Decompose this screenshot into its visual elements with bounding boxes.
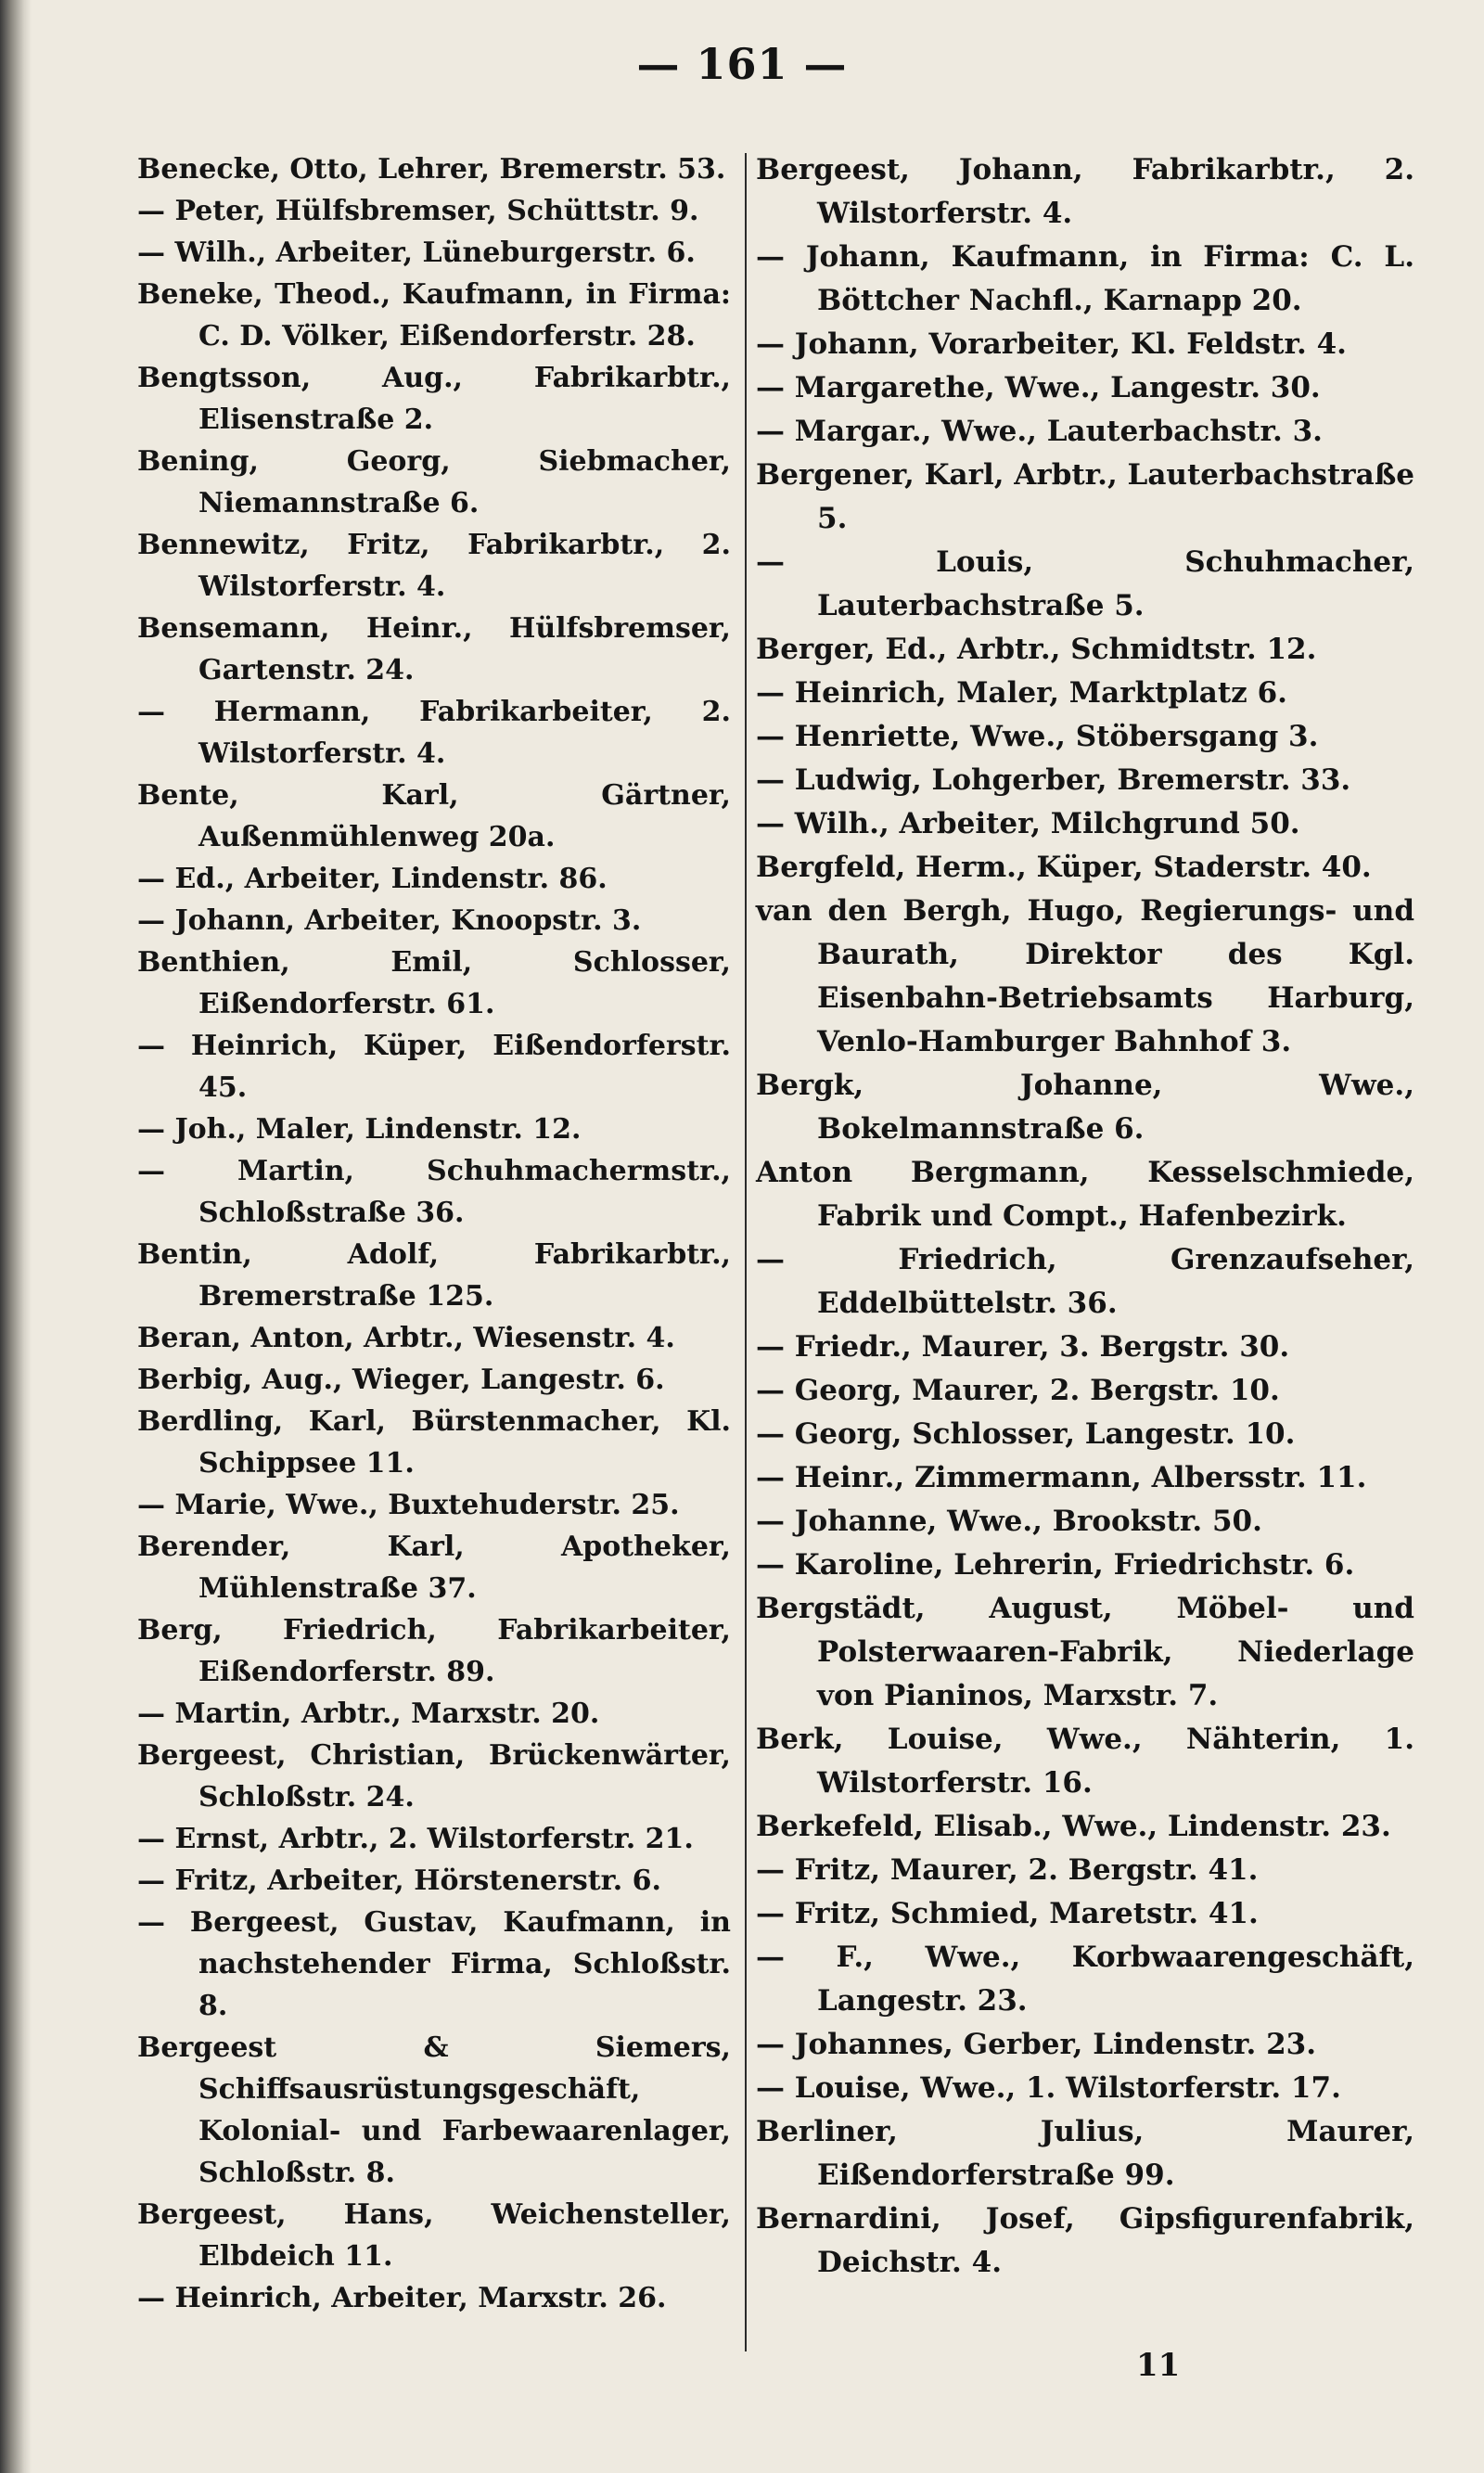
- left-column: [137, 148, 731, 2319]
- directory-entry: — Georg, Schlosser, Langestr. 10.: [756, 1417, 1296, 1451]
- directory-entry: — Karoline, Lehrerin, Friedrichstr. 6.: [756, 1548, 1355, 1582]
- directory-entry: van den Bergh, Hugo, Regierungs- und Baurath, Direktor des Kgl. Eisenbahn-Betriebsamts Harburg, Venlo-Hamburger Bahnhof 3.: [756, 894, 1414, 1058]
- directory-entry: — Fritz, Maurer, 2. Bergstr. 41.: [756, 1853, 1259, 1887]
- directory-entry: — Fritz, Schmied, Maretstr. 41.: [756, 1897, 1259, 1930]
- directory-entry: — Heinrich, Maler, Marktplatz 6.: [756, 676, 1287, 710]
- directory-entry: Bergeest, Hans, Weichensteller, Elbdeich 11.: [137, 2198, 731, 2273]
- directory-entry: Bente, Karl, Gärtner, Außenmühlenweg 20a.: [137, 779, 731, 853]
- directory-entry: Bergeest, Christian, Brückenwärter, Schloßstr. 24.: [137, 1739, 731, 1813]
- directory-entry: Bengtsson, Aug., Fabrikarbtr., Elisenstraße 2.: [137, 362, 731, 436]
- directory-entry: — Ernst, Arbtr., 2. Wilstorferstr. 21.: [137, 1823, 694, 1855]
- directory-entry: — Ed., Arbeiter, Lindenstr. 86.: [137, 863, 608, 895]
- directory-entry: Berdling, Karl, Bürstenmacher, Kl. Schippsee 11.: [137, 1405, 731, 1480]
- directory-entry: Berk, Louise, Wwe., Nähterin, 1. Wilstorferstr. 16.: [756, 1723, 1414, 1800]
- directory-entry: — Wilh., Arbeiter, Milchgrund 50.: [756, 807, 1300, 840]
- directory-entry: — Friedr., Maurer, 3. Bergstr. 30.: [756, 1330, 1290, 1364]
- directory-entry: — Ludwig, Lohgerber, Bremerstr. 33.: [756, 763, 1351, 797]
- directory-entry: Bergener, Karl, Arbtr., Lauterbachstraße 5.: [756, 458, 1414, 535]
- column-divider: [745, 153, 747, 2351]
- right-column: [756, 148, 1414, 2285]
- directory-entry: Bergstädt, August, Möbel- und Polsterwaaren-Fabrik, Niederlage von Pianinos, Marxstr. 7.: [756, 1592, 1414, 1712]
- directory-entry: Bensemann, Heinr., Hülfsbremser, Gartenstr. 24.: [137, 612, 731, 686]
- directory-entry: Bergk, Johanne, Wwe., Bokelmannstraße 6.: [756, 1069, 1414, 1146]
- directory-entry: Bentin, Adolf, Fabrikarbtr., Bremerstraße 125.: [137, 1238, 731, 1313]
- directory-entry: — Bergeest, Gustav, Kaufmann, in nachstehender Firma, Schloßstr. 8.: [137, 1906, 731, 2022]
- directory-entry: Benthien, Emil, Schlosser, Eißendorferstr. 61.: [137, 946, 731, 1020]
- directory-entry: — Margarethe, Wwe., Langestr. 30.: [756, 371, 1321, 404]
- directory-entry: Anton Bergmann, Kesselschmiede, Fabrik und Compt., Hafenbezirk.: [756, 1156, 1414, 1233]
- directory-entry: — Hermann, Fabrikarbeiter, 2. Wilstorferstr. 4.: [137, 696, 731, 770]
- signature-mark: 11: [1136, 2347, 1181, 2384]
- directory-entry: — Joh., Maler, Lindenstr. 12.: [137, 1113, 582, 1146]
- directory-entry: — Johanne, Wwe., Brookstr. 50.: [756, 1505, 1262, 1538]
- directory-entry: Berliner, Julius, Maurer, Eißendorferstraße 99.: [756, 2115, 1414, 2192]
- directory-entry: — Heinrich, Arbeiter, Marxstr. 26.: [137, 2282, 667, 2314]
- directory-entry: — Marie, Wwe., Buxtehuderstr. 25.: [137, 1489, 680, 1521]
- directory-entry: — Peter, Hülfsbremser, Schüttstr. 9.: [137, 195, 699, 227]
- directory-entry: Bernardini, Josef, Gipsfigurenfabrik, Deichstr. 4.: [756, 2202, 1414, 2279]
- directory-entry: Berender, Karl, Apotheker, Mühlenstraße 37.: [137, 1531, 731, 1605]
- directory-entry: Bennewitz, Fritz, Fabrikarbtr., 2. Wilstorferstr. 4.: [137, 529, 731, 603]
- directory-entry: Berbig, Aug., Wieger, Langestr. 6.: [137, 1364, 665, 1396]
- directory-entry: Bergeest & Siemers, Schiffsausrüstungsgeschäft, Kolonial- und Farbewaarenlager, Schloßstr. 8.: [137, 2031, 731, 2189]
- directory-entry: — Heinrich, Küper, Eißendorferstr. 45.: [137, 1030, 731, 1104]
- directory-entry: — Georg, Maurer, 2. Bergstr. 10.: [756, 1374, 1280, 1407]
- directory-entry: Beran, Anton, Arbtr., Wiesenstr. 4.: [137, 1322, 675, 1354]
- directory-entry: Beneke, Theod., Kaufmann, in Firma: C. D. Völker, Eißendorferstr. 28.: [137, 278, 731, 352]
- directory-entry: — Johann, Kaufmann, in Firma: C. L. Böttcher Nachfl., Karnapp 20.: [756, 240, 1414, 317]
- directory-entry: Bening, Georg, Siebmacher, Niemannstraße 6.: [137, 445, 731, 519]
- directory-entry: — Margar., Wwe., Lauterbachstr. 3.: [756, 415, 1323, 448]
- directory-entry: — Martin, Arbtr., Marxstr. 20.: [137, 1698, 600, 1730]
- directory-entry: — Fritz, Arbeiter, Hörstenerstr. 6.: [137, 1864, 661, 1897]
- page-edge-shadow: [0, 0, 32, 2473]
- page-number: — 161 —: [636, 39, 848, 89]
- directory-entry: Bergeest, Johann, Fabrikarbtr., 2. Wilstorferstr. 4.: [756, 153, 1414, 230]
- directory-entry: Bergfeld, Herm., Küper, Staderstr. 40.: [756, 851, 1372, 884]
- directory-entry: Berger, Ed., Arbtr., Schmidtstr. 12.: [756, 633, 1317, 666]
- directory-entry: — Louis, Schuhmacher, Lauterbachstraße 5.: [756, 545, 1414, 622]
- directory-entry: — Martin, Schuhmachermstr., Schloßstraße 36.: [137, 1155, 731, 1229]
- directory-entry: — Henriette, Wwe., Stöbersgang 3.: [756, 720, 1319, 753]
- directory-entry: Benecke, Otto, Lehrer, Bremerstr. 53.: [137, 153, 726, 186]
- directory-entry: — Heinr., Zimmermann, Albersstr. 11.: [756, 1461, 1367, 1494]
- directory-entry: — Friedrich, Grenzaufseher, Eddelbüttelstr. 36.: [756, 1243, 1414, 1320]
- directory-entry: Berkefeld, Elisab., Wwe., Lindenstr. 23.: [756, 1810, 1391, 1843]
- directory-entry: — Wilh., Arbeiter, Lüneburgerstr. 6.: [137, 237, 696, 269]
- directory-entry: — Johann, Arbeiter, Knoopstr. 3.: [137, 904, 642, 937]
- directory-entry: — F., Wwe., Korbwaarengeschäft, Langestr. 23.: [756, 1941, 1414, 2018]
- directory-entry: — Johann, Vorarbeiter, Kl. Feldstr. 4.: [756, 327, 1347, 361]
- directory-entry: — Johannes, Gerber, Lindenstr. 23.: [756, 2028, 1317, 2061]
- directory-entry: — Louise, Wwe., 1. Wilstorferstr. 17.: [756, 2071, 1341, 2105]
- directory-entry: Berg, Friedrich, Fabrikarbeiter, Eißendorferstr. 89.: [137, 1614, 731, 1688]
